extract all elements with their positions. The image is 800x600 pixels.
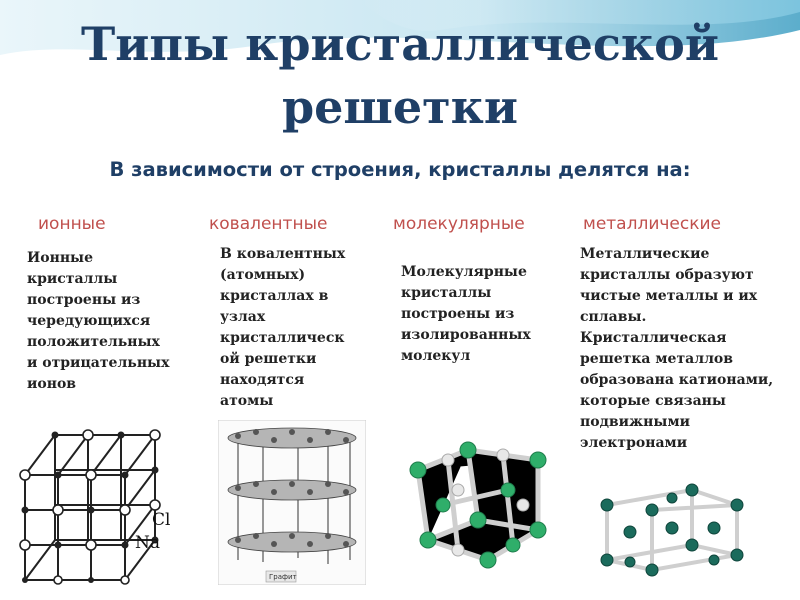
heading-metallic: металлические <box>583 214 722 234</box>
graphite-caption: Графит <box>269 573 297 581</box>
desc-molecular: Молекулярные кристаллы построены из изолированных молекул <box>401 264 531 364</box>
slide-title-line2: решетки <box>282 80 518 134</box>
heading-molecular: молекулярные <box>393 214 525 234</box>
heading-covalent: ковалентные <box>209 214 328 234</box>
desc-metallic: Металлические кристаллы образуют чистые металлы и их сплавы. Кристаллическая решетка металлов образована катионами, которые связаны подвижными электронами <box>580 246 774 451</box>
covalent-lattice-image <box>218 420 366 585</box>
slide-title-line1: Типы кристаллической <box>81 17 719 71</box>
molecular-lattice-image <box>398 420 558 580</box>
ion-label-cl: Cl <box>152 510 171 530</box>
slide-subtitle: В зависимости от строения, кристаллы делятся на: <box>109 158 691 181</box>
ionic-lattice-image <box>15 425 195 585</box>
ion-label-na: Na <box>135 533 161 553</box>
desc-ionic: Ионные кристаллы построены из чередующихся положительных и отрицательных ионов <box>27 250 170 392</box>
metallic-lattice-image <box>592 470 752 580</box>
heading-ionic: ионные <box>38 214 106 234</box>
desc-covalent: В ковалентных (атомных) кристаллах в узлах кристаллическ ой решетки находятся атомы <box>220 246 346 409</box>
